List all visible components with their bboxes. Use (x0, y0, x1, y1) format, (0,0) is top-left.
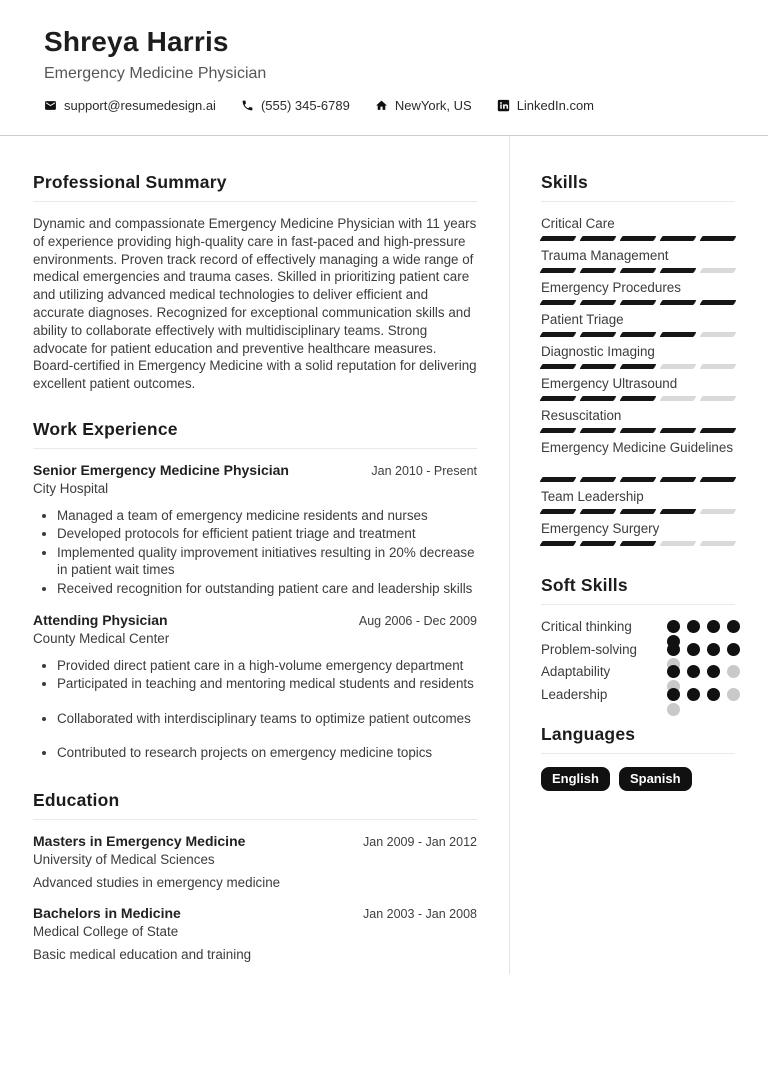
bar-segment-filled (620, 541, 657, 546)
work-experience-section (33, 419, 477, 762)
bar-segment-filled (660, 509, 697, 514)
bar-segment-filled (540, 332, 577, 337)
contact-row (44, 98, 723, 113)
skill-item (541, 343, 735, 369)
contact-text: LinkedIn.com (516, 98, 595, 113)
bullet-item: • Implemented quality improvement initiatives resulting in 20% decrease in patient wait times (57, 544, 477, 579)
contact-text: support@resumedesign.ai (64, 98, 216, 113)
skills-section (541, 172, 735, 546)
languages-section (541, 724, 735, 791)
job-position: Senior Emergency Medicine Physician (33, 461, 289, 478)
bar-segment-filled (620, 364, 657, 369)
bar-segment-filled (580, 268, 617, 273)
bar-segment-filled (660, 268, 697, 273)
language-badge: English (541, 767, 610, 791)
rating-dot-empty (667, 703, 680, 716)
skill-level-bar (541, 477, 735, 482)
rating-dot-filled (667, 665, 680, 678)
rating-dot-filled (707, 665, 720, 678)
bar-segment-empty (700, 364, 737, 369)
skill-level-bar (541, 364, 735, 369)
soft-skill-label: Problem-solving (541, 641, 638, 657)
skill-item (541, 520, 735, 546)
person-name: Shreya Harris (44, 26, 229, 57)
contact-item (375, 98, 472, 113)
bar-segment-filled (620, 332, 657, 337)
skill-item (541, 407, 735, 433)
job-position: Attending Physician (33, 612, 168, 628)
skill-item (541, 279, 735, 305)
bar-segment-filled (580, 396, 617, 401)
rating-dot-filled (667, 643, 680, 656)
bar-segment-filled (580, 236, 617, 241)
skills-heading: Skills (541, 172, 588, 192)
soft-skill-dots (667, 641, 753, 664)
bar-segment-filled (540, 509, 577, 514)
bar-segment-filled (540, 428, 577, 433)
bar-segment-filled (580, 428, 617, 433)
job-dates: Jan 2010 - Present (371, 463, 477, 478)
rating-dot-filled (687, 688, 700, 701)
contact-text: NewYork, US (394, 98, 472, 113)
skill-level-bar (541, 332, 735, 337)
rating-dot-filled (727, 620, 740, 633)
sidebar-column (541, 172, 735, 791)
bar-segment-filled (620, 300, 657, 305)
education-list (33, 833, 477, 962)
skill-item (541, 375, 735, 401)
languages-heading: Languages (541, 724, 636, 744)
skills-list (541, 215, 735, 546)
section-rule (33, 448, 477, 449)
bar-segment-empty (700, 396, 737, 401)
bar-segment-filled (540, 541, 577, 546)
contact-item (497, 98, 594, 113)
skill-label: Team Leadership (541, 489, 644, 504)
rating-dot-filled (727, 643, 740, 656)
bar-segment-filled (620, 477, 657, 482)
bar-segment-empty (660, 396, 697, 401)
education-entry (33, 833, 477, 890)
soft-skills-list (541, 618, 735, 708)
soft-skill-item (541, 686, 735, 709)
bar-segment-filled (660, 428, 697, 433)
bar-segment-filled (540, 268, 577, 273)
bar-segment-filled (540, 364, 577, 369)
bullet-item: • Provided direct patient care in a high-volume emergency department (57, 657, 477, 674)
bullet-item: • Managed a team of emergency medicine residents and nurses (57, 507, 477, 524)
linkedin-icon (497, 99, 510, 112)
soft-skills-section (541, 575, 735, 708)
soft-skill-item (541, 618, 735, 641)
skill-level-bar (541, 541, 735, 546)
bar-segment-filled (580, 300, 617, 305)
bar-segment-empty (700, 268, 737, 273)
rating-dot-filled (687, 643, 700, 656)
job-entry (33, 612, 477, 762)
bar-segment-filled (700, 428, 737, 433)
institution-name: Medical College of State (33, 923, 179, 939)
section-rule (541, 753, 735, 754)
skill-level-bar (541, 300, 735, 305)
bar-segment-filled (700, 300, 737, 305)
rating-dot-empty (727, 688, 740, 701)
person-job-title: Emergency Medicine Physician (44, 65, 267, 82)
rating-dot-filled (707, 620, 720, 633)
skill-item (541, 439, 735, 482)
degree-name: Masters in Emergency Medicine (33, 832, 246, 849)
bar-segment-filled (540, 300, 577, 305)
bar-segment-filled (620, 509, 657, 514)
degree-name: Bachelors in Medicine (33, 904, 181, 921)
job-list (33, 462, 477, 762)
language-badge: Spanish (619, 767, 692, 791)
skill-item (541, 311, 735, 337)
soft-skill-label: Critical thinking (541, 619, 632, 634)
education-entry (33, 905, 477, 962)
rating-dot-filled (667, 688, 680, 701)
skill-label: Resuscitation (541, 408, 622, 423)
job-entry (33, 462, 477, 597)
job-company: County Medical Center (33, 631, 170, 646)
bar-segment-filled (620, 396, 657, 401)
skill-label: Trauma Management (541, 248, 669, 263)
bar-segment-filled (660, 300, 697, 305)
job-bullets (33, 657, 477, 762)
soft-skill-dots (667, 618, 753, 641)
rating-dot-filled (707, 643, 720, 656)
section-rule (33, 201, 477, 202)
bar-segment-filled (540, 236, 577, 241)
job-company: City Hospital (33, 480, 109, 496)
summary-text: Dynamic and compassionate Emergency Medicine Physician with 11 years of experience providing high-quality care in fast-paced and high-pressure environments. Proven track record of effectively managing a wide range of medical emergencies and trauma cases. Skilled in prioritizing patient care and utilizing advanced medical technologies to deliver efficient and accurate diagnoses. Recognized for exceptional communication skills and ability to collaborate effectively with multidisciplinary teams. Strong advocate for patient education and preventive healthcare measures. Board-certified in Emergency Medicine with a solid reputation for delivering excellent patient outcomes. (33, 216, 477, 392)
education-section (33, 790, 477, 962)
section-rule (541, 201, 735, 202)
bullet-item: • Participated in teaching and mentoring medical students and residents (57, 675, 477, 692)
soft-skills-heading: Soft Skills (541, 575, 628, 595)
bar-segment-filled (540, 396, 577, 401)
bullet-item: • Contributed to research projects on emergency medicine topics (57, 744, 477, 761)
skill-level-bar (541, 509, 735, 514)
rating-dot-filled (687, 665, 700, 678)
phone-icon (241, 99, 254, 112)
bar-segment-filled (700, 236, 737, 241)
skill-label: Diagnostic Imaging (541, 344, 655, 359)
job-bullets (33, 507, 477, 597)
education-dates: Jan 2003 - Jan 2008 (363, 906, 477, 921)
soft-skill-item (541, 663, 735, 686)
rating-dot-empty (727, 665, 740, 678)
bar-segment-empty (700, 541, 737, 546)
skill-label: Emergency Procedures (541, 280, 681, 295)
bar-segment-empty (700, 509, 737, 514)
bar-segment-empty (700, 332, 737, 337)
skill-label: Critical Care (541, 216, 615, 231)
rating-dot-filled (667, 620, 680, 633)
bar-segment-filled (700, 477, 737, 482)
skill-label: Emergency Medicine Guidelines (541, 440, 734, 455)
skill-level-bar (541, 428, 735, 433)
bar-segment-filled (660, 332, 697, 337)
skill-level-bar (541, 268, 735, 273)
job-dates: Aug 2006 - Dec 2009 (358, 614, 477, 628)
rating-dot-filled (707, 688, 720, 701)
soft-skill-dots (667, 663, 753, 686)
section-rule (33, 819, 477, 820)
education-description: Basic medical education and training (33, 946, 252, 962)
column-divider (509, 136, 510, 974)
bar-segment-filled (580, 364, 617, 369)
education-description: Advanced studies in emergency medicine (33, 874, 281, 890)
bullet-item: • Collaborated with interdisciplinary teams to optimize patient outcomes (57, 710, 477, 727)
bar-segment-filled (620, 236, 657, 241)
skill-item (541, 488, 735, 514)
bar-segment-empty (660, 364, 697, 369)
education-heading: Education (33, 789, 120, 810)
bar-segment-filled (580, 477, 617, 482)
summary-section (33, 172, 477, 393)
bar-segment-empty (660, 541, 697, 546)
institution-name: University of Medical Sciences (33, 851, 215, 867)
soft-skill-label: Leadership (541, 686, 608, 702)
summary-heading: Professional Summary (33, 172, 227, 192)
skill-item (541, 215, 735, 241)
bullet-item: • Received recognition for outstanding patient care and leadership skills (57, 580, 477, 597)
skill-item (541, 247, 735, 273)
skill-level-bar (541, 396, 735, 401)
soft-skill-item (541, 641, 735, 664)
contact-item (241, 98, 350, 113)
bar-segment-filled (540, 477, 577, 482)
bar-segment-filled (580, 509, 617, 514)
bar-segment-filled (620, 428, 657, 433)
content-columns (0, 136, 768, 974)
contact-item (44, 98, 216, 113)
resume-header (0, 0, 768, 113)
main-column (33, 172, 477, 962)
contact-text: (555) 345-6789 (260, 98, 350, 113)
email-icon (44, 99, 57, 112)
bar-segment-filled (580, 541, 617, 546)
section-rule (541, 604, 735, 605)
soft-skill-dots (667, 686, 753, 709)
home-icon (375, 99, 388, 112)
skill-label: Emergency Surgery (541, 521, 660, 536)
education-dates: Jan 2009 - Jan 2012 (363, 834, 477, 849)
bar-segment-filled (660, 236, 697, 241)
language-badges (541, 767, 735, 791)
skill-level-bar (541, 236, 735, 241)
skill-label: Emergency Ultrasound (541, 376, 678, 391)
skill-label: Patient Triage (541, 312, 624, 327)
bar-segment-filled (620, 268, 657, 273)
soft-skill-label: Adaptability (541, 664, 611, 679)
work-heading: Work Experience (33, 418, 178, 439)
bullet-item: • Developed protocols for efficient patient triage and treatment (57, 525, 477, 542)
rating-dot-filled (687, 620, 700, 633)
bar-segment-filled (660, 477, 697, 482)
bar-segment-filled (580, 332, 617, 337)
